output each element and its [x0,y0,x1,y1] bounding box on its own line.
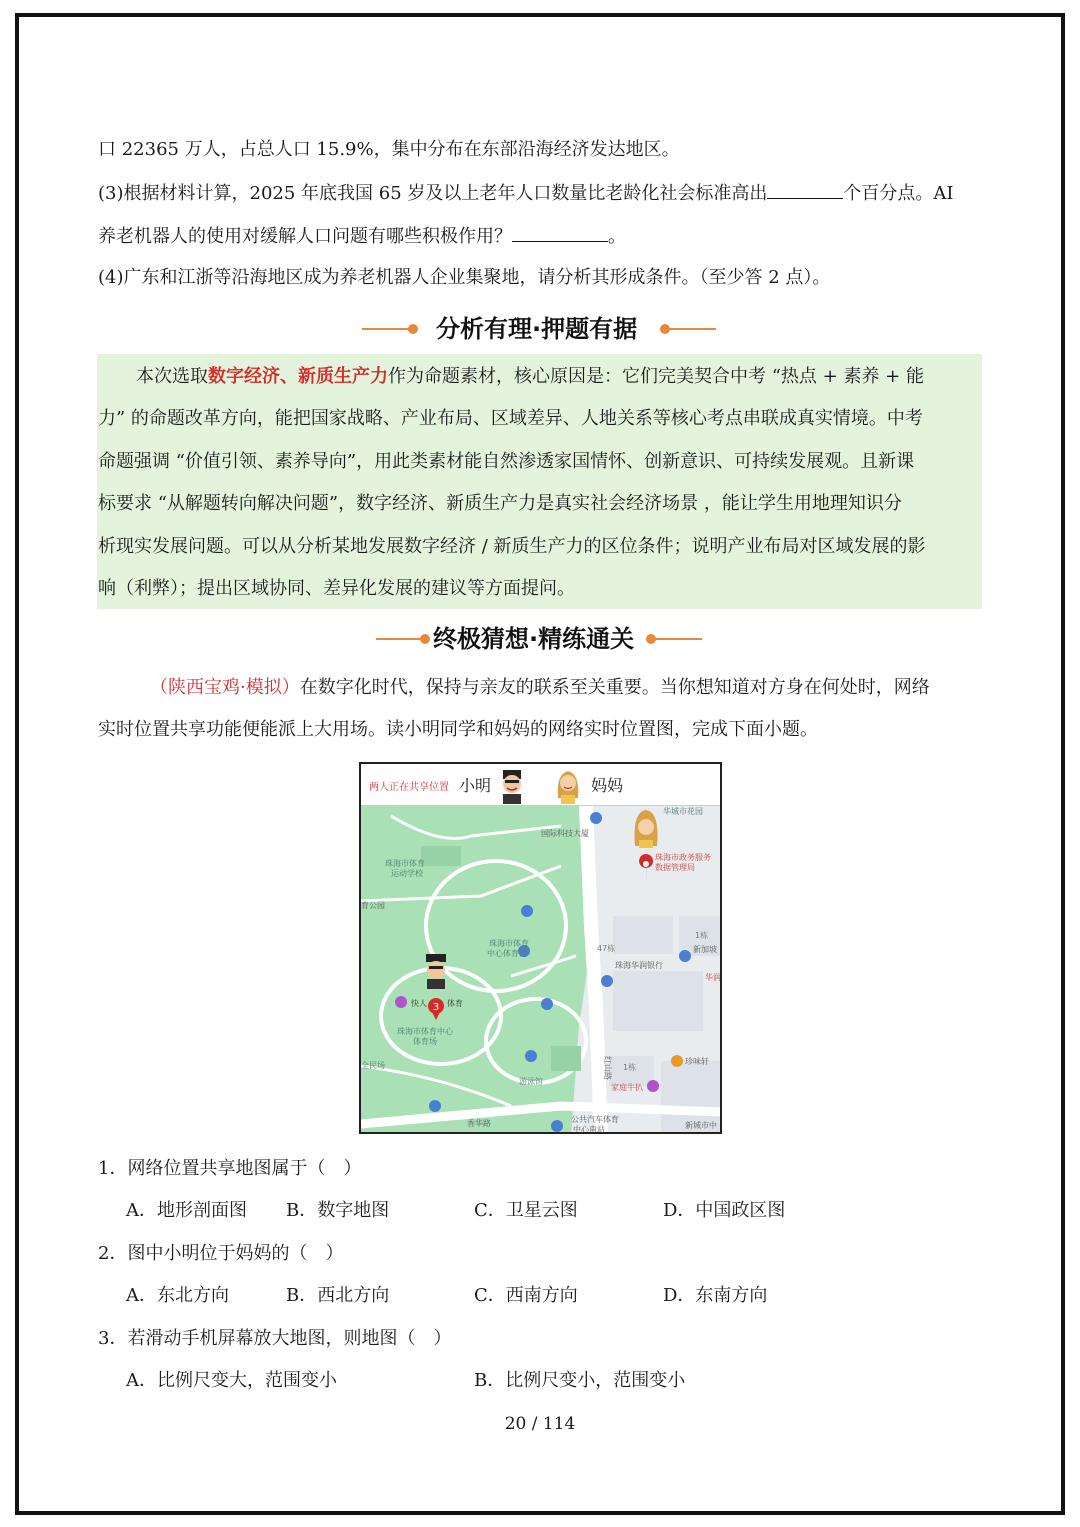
sharing-label: 两人正在共享位置 [369,782,449,793]
q3-option-a: A．比例尺变大，范围变小 [126,1370,337,1391]
q1-option-a: A．地形剖面图 [126,1200,247,1221]
highlight-keyword: 数字经济、新质生产力 [208,366,388,387]
map-label: 珠海市体育 [385,859,425,868]
answer-blank [512,224,608,242]
analysis-text: 本次选取 [136,366,208,387]
section-header-analysis [0,309,1080,349]
q2-option-d: D．东南方向 [663,1285,768,1306]
map-label: 游泳馆 [519,1077,543,1086]
location-sharing-map [359,762,722,1134]
map-label: 珠海市政务服务 [655,853,711,862]
question-3-cont [98,224,626,249]
section-title: 终极猜想·精练通关 [433,625,635,653]
q1-option-d: D．中国政区图 [663,1200,786,1221]
map-label: 珠海华润银行 [615,961,663,970]
analysis-box [97,354,982,609]
intro-line-1 [150,676,930,700]
question-3b-tail: 。 [608,226,626,247]
map-label: 华城市花园 [663,807,703,816]
question-3-text: (3)根据材料计算，2025 年底我国 65 岁及以上老年人口数量比老龄化社会标准高出 [98,183,768,204]
map-label: 珠海市体育 [489,939,529,948]
q1-option-b: B．数字地图 [286,1200,390,1221]
map-label: 数据管理局 [655,863,695,872]
header-dot-left [420,634,430,644]
map-canvas [361,806,722,1134]
q2-option-b: B．西北方向 [286,1285,390,1306]
boy-map-avatar-icon [426,954,446,989]
map-label: 全民场 [361,1061,385,1070]
section-header-practice [0,619,1080,659]
map-label: 红山路 [603,1056,612,1080]
question-3-tail: 个百分点。AI [843,183,954,204]
map-label: 47栋 [597,944,616,953]
map-label: 珍味轩 [685,1057,709,1066]
person1-name: 小明 [459,776,492,795]
map-label: 国际科技大厦 [541,829,589,838]
map-label: 中心南站 [573,1125,605,1134]
map-label: 家庭牛扒 [611,1083,643,1092]
map-label: 1栋 [623,1063,637,1072]
intro-line-2: 实时位置共享功能便能派上大用场。读小明同学和妈妈的网络实时位置图，完成下面小题。 [98,719,818,740]
boy-avatar-icon [497,768,527,804]
question-1-stem: 1．网络位置共享地图属于（ ） [98,1158,362,1179]
question-4: (4)广东和江浙等沿海地区成为养老机器人企业集聚地，请分析其形成条件。（至少答 2 点）。 [98,267,831,288]
question-2-stem: 2．图中小明位于妈妈的（ ） [98,1243,344,1264]
q1-option-c: C．卫星云图 [474,1200,578,1221]
map-label: 1栋 [695,931,709,940]
header-line-right [668,328,716,330]
analysis-line-4: 标要求 “从解题转向解决问题”，数字经济、新质生产力是真实社会经济场景 ，能让学生用地理知识分 [98,493,902,514]
analysis-text: 作为命题素材，核心原因是：它们完美契合中考 “热点 + 素养 + 能 [388,366,924,387]
text-line-1: 口 22365 万人，占总人口 15.9%，集中分布在东部沿海经济发达地区。 [98,139,680,160]
map-label: 香华路 [467,1119,491,1128]
header-line-right [654,638,702,640]
question-source: （陕西宝鸡·模拟） [150,677,300,698]
section-title: 分析有理·押题有据 [436,315,638,343]
map-label: 快人 [411,999,427,1008]
map-label: 育公园 [361,901,385,910]
map-label: 新城市中 [685,1121,717,1130]
intro-text: 在数字化时代，保持与亲友的联系至关重要。当你想知道对方身在何处时，网络 [299,677,930,698]
header-line-left [362,328,412,330]
question-3 [98,181,953,206]
header-line-left [376,638,424,640]
map-label: 珠海市体育中心 [397,1027,453,1036]
answer-blank [767,181,843,199]
question-3-stem: 3．若滑动手机屏幕放大地图，则地图（ ） [98,1328,452,1349]
q2-option-a: A．东北方向 [126,1285,229,1306]
header-dot-left [408,324,418,334]
analysis-line-3: 命题强调 “价值引领、素养导向”，用此类素材能自然渗透家国情怀、创新意识、可持续发展观。且新课 [98,451,915,472]
analysis-line-6: 响（利弊）；提出区域协同、差异化发展的建议等方面提问。 [98,578,575,599]
mom-avatar-icon [553,768,583,804]
analysis-line-2: 力” 的命题改革方向，能把国家战略、产业布局、区域差异、人地关系等核心考点串联成真实情境。中考 [98,408,923,429]
map-label: 新加坡 [693,945,717,954]
page-number: 20 / 114 [504,1414,576,1434]
q2-option-c: C．西南方向 [474,1285,578,1306]
map-header [361,764,720,806]
map-label: 体育场 [413,1037,437,1046]
analysis-line-1 [136,365,924,389]
map-label: 公共汽车体育 [571,1115,619,1124]
marker-number: 3 [432,1002,440,1013]
map-label: 运动学校 [391,869,423,878]
map-label: 华润 [705,973,721,982]
map-label: 体育 [447,999,463,1008]
q3-option-b: B．比例尺变小，范围变小 [474,1370,686,1391]
question-3b-text: 养老机器人的使用对缓解人口问题有哪些积极作用？ [98,226,512,247]
person2-name: 妈妈 [591,776,624,795]
analysis-line-5: 析现实发展问题。可以从分析某地发展数字经济 / 新质生产力的区位条件；说明产业布局对区域发展的影 [98,536,926,557]
map-label: 中心体育馆 [487,949,527,958]
